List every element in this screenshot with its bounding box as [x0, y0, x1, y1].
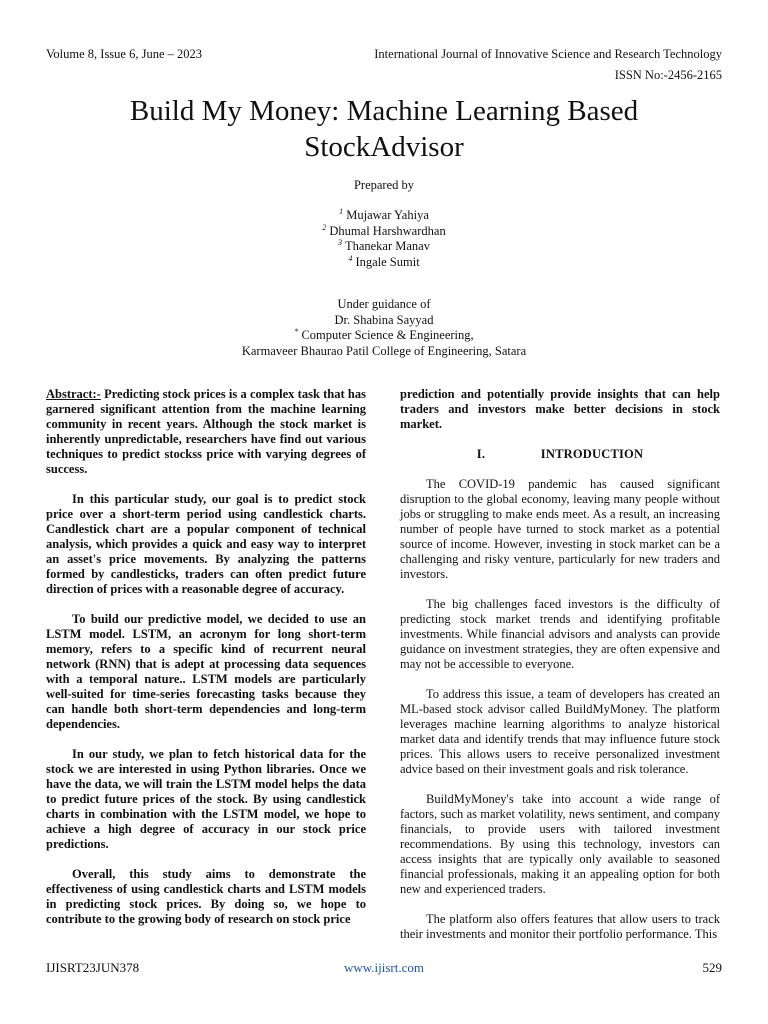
intro-paragraph-1: The COVID-19 pandemic has caused significant disruption to the global economy, leaving many people without jobs or struggling to make ends meet. As a result, an increasing number of people have turned to stock market as a potential source of income. However, investing in stock market can be a challenging and risky venture, particularly for new traders and investors.: [400, 477, 720, 581]
abstract-continuation: prediction and potentially provide insights that can help traders and investors make better decisions in stock market.: [400, 387, 720, 431]
abstract-paragraph-2: In this particular study, our goal is to predict stock price over a short-term period using candlestick charts. Candlestick chart are a popular component of technical analysis, which provides a quick and easy way to interpret an asset's price movements. By analyzing the patterns formed by candlesticks, traders can often predict future direction of prices with a reasonable degree of accuracy.: [46, 492, 366, 596]
author: $^2$ Dhumal Harshwardhan: [322, 222, 446, 238]
section-heading-introduction: [400, 447, 720, 462]
intro-paragraph-5: The platform also offers features that allow users to track their investments and monitor their portfolio performance. This: [400, 912, 720, 941]
header-issn: ISSN No:-2456-2165: [614, 68, 722, 82]
abstract-paragraph-5: Overall, this study aims to demonstrate the effectiveness of using candlestick charts and LSTM models in predicting stock prices. By doing so, we hope to contribute to the growing body of research on stock price: [46, 867, 366, 926]
intro-paragraph-2: The big challenges faced investors is the difficulty of predicting stock market trends and identifying profitable investments. While financial advisors and analysts can provide guidance on investment strategies, they are often expensive and may not be accessible to everyone.: [400, 597, 720, 671]
section-title: INTRODUCTION: [540, 447, 644, 461]
author: $^1$ Mujawar Yahiya: [339, 206, 429, 222]
intro-paragraph-4: BuildMyMoney's take into account a wide range of factors, such as market volatility, news sentiment, and company financials, to provide users with tailored investment recommendations. By using this technology, investors can access insights that are typically only available to seasoned financial professionals, making it an appealing option for both new and experienced traders.: [400, 792, 720, 896]
guide-department: * Computer Science & Engineering,: [294, 326, 474, 342]
title-line-1: Build My Money: Machine Learning Based: [129, 95, 639, 127]
abstract: [46, 387, 366, 477]
section-number: I.: [476, 447, 486, 461]
intro-paragraph-3: To address this issue, a team of developers has created an ML-based stock advisor called BuildMyMoney. The platform leverages machine learning algorithms to analyze historical market data and identify trends that may influence future stock prices. This allows users to receive personalized investment advice based on their investment goals and risk tolerance.: [400, 687, 720, 776]
guide-name: Dr. Shabina Sayyad: [334, 312, 434, 327]
footer-paper-id: IJISRT23JUN378: [46, 960, 140, 975]
prepared-by: Prepared by: [353, 178, 415, 192]
guide-college: Karmaveer Bhaurao Patil College of Engineering, Satara: [241, 343, 527, 358]
left-column: [46, 387, 366, 942]
abstract-text: Predicting stock prices is a complex task that has garnered significant attention from the machine learning community in recent years. Although the stock market is inherently unpredictable, researchers have find out various techniques to predict stockss price with varying degrees of success.: [46, 387, 366, 476]
right-column: [400, 387, 720, 957]
footer-website-link[interactable]: www.ijisrt.com: [343, 960, 425, 975]
guidance-label: Under guidance of: [337, 297, 431, 311]
guidance-block: [100, 297, 668, 359]
footer-page-number: 529: [702, 960, 722, 975]
header-volume: Volume 8, Issue 6, June – 2023: [46, 47, 203, 61]
abstract-paragraph-3: To build our predictive model, we decided to use an LSTM model. LSTM, an acronym for long short-term memory, refers to a specific kind of recurrent neural network (RNN) that is adept at processing data sequences with a temporal nature.. LSTM models are particularly well-suited for time-series forecasting tasks because they can handle both short-term dependencies and long-term dependencies.: [46, 612, 366, 731]
abstract-label: Abstract:-: [46, 387, 101, 401]
author: $^4$ Ingale Sumit: [348, 253, 420, 269]
header-journal: International Journal of Innovative Science and Research Technology: [374, 47, 722, 61]
abstract-paragraph-4: In our study, we plan to fetch historical data for the stock we are interested in using Python libraries. Once we have the data, we will train the LSTM model helps the data to predict future prices of the stock. By using candlestick charts in combination with the LSTM model, we hope to achieve a high degree of accuracy in our stock price predictions.: [46, 747, 366, 851]
title-line-2: StockAdvisor: [304, 131, 464, 163]
author-list: [100, 208, 668, 270]
footer-url-container: [0, 960, 768, 976]
paper-title: [60, 93, 708, 165]
author: $^3$ Thanekar Manav: [338, 237, 430, 253]
